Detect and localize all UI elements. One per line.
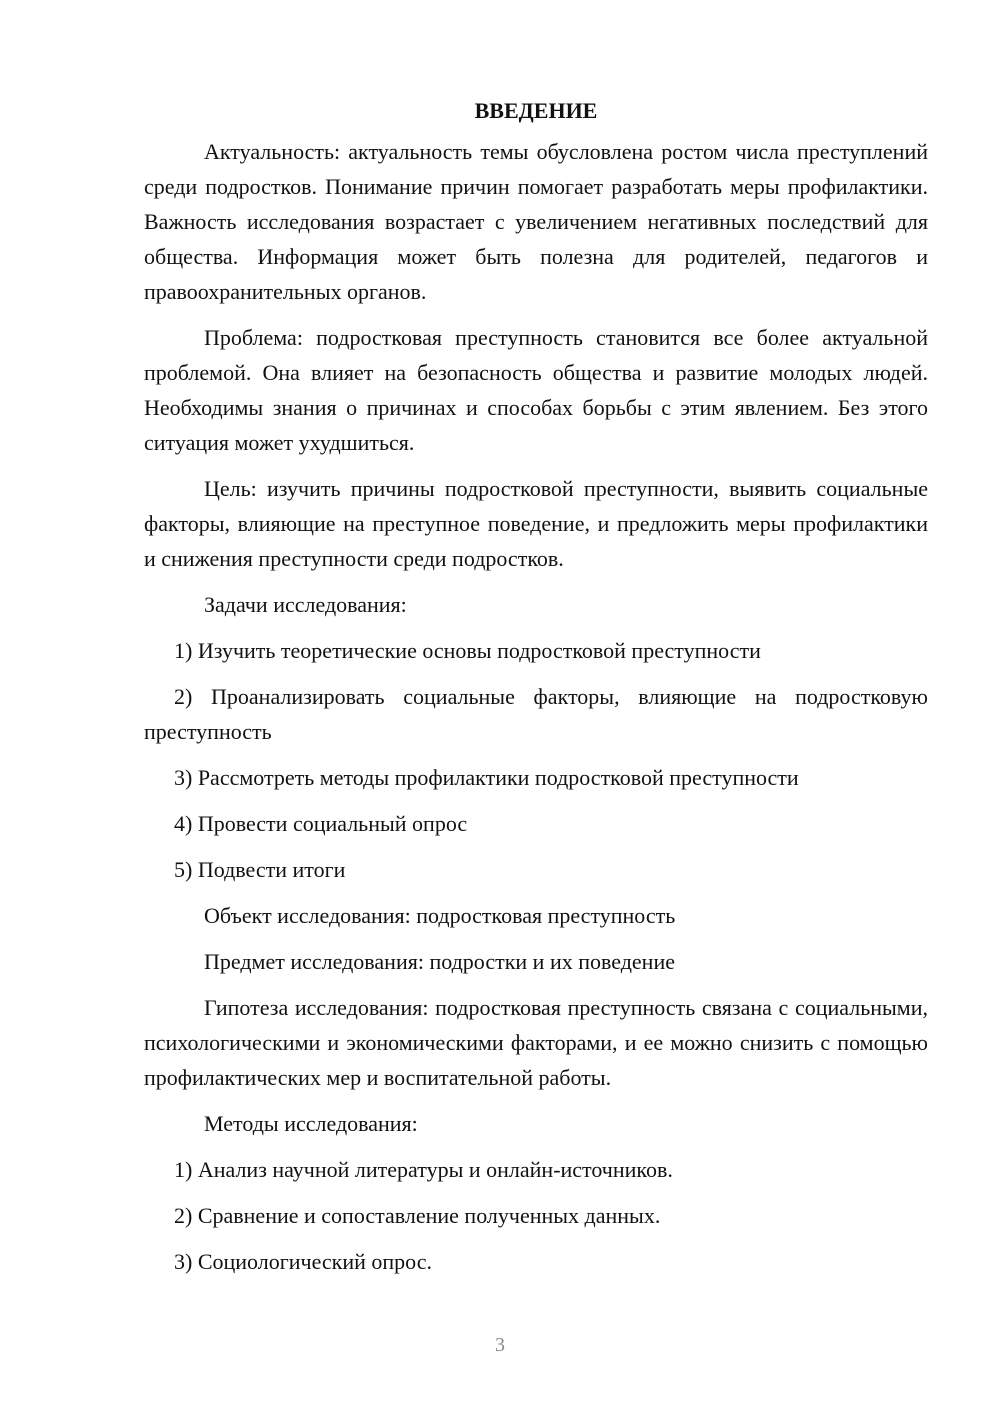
page-number: 3 <box>495 1334 505 1356</box>
tasks-heading: Задачи исследования: <box>204 592 407 617</box>
hypothesis-paragraph: Гипотеза исследования: подростковая преступность связана с социальными, психологическими и экономическими факторами, и ее можно снизить с помощью профилактических мер и воспитательной работы. <box>144 995 928 1090</box>
methods-heading: Методы исследования: <box>204 1111 418 1136</box>
subject-line: Предмет исследования: подростки и их поведение <box>204 949 675 974</box>
document-page <box>144 94 928 1290</box>
method-item-2: 2) Сравнение и сопоставление полученных данных. <box>174 1203 661 1228</box>
task-item-3: 3) Рассмотреть методы профилактики подростковой преступности <box>174 765 799 790</box>
task-item-5: 5) Подвести итоги <box>174 857 346 882</box>
relevance-paragraph: Актуальность: актуальность темы обусловлена ростом числа преступлений среди подростков. Понимание причин помогает разработать меры профилактики. Важность исследования возрастает с увеличением негативных последствий для общества. Информация может быть полезна для родителей, педагогов и правоохранительных органов. <box>144 139 928 304</box>
problem-paragraph: Проблема: подростковая преступность становится все более актуальной проблемой. Она влияет на безопасность общества и развитие молодых людей. Необходимы знания о причинах и способах борьбы с этим явлением. Без этого ситуация может ухудшиться. <box>144 325 928 455</box>
object-line: Объект исследования: подростковая преступность <box>204 903 676 928</box>
method-item-3: 3) Социологический опрос. <box>174 1249 432 1274</box>
section-title: ВВЕДЕНИЕ <box>474 98 598 123</box>
goal-paragraph: Цель: изучить причины подростковой преступности, выявить социальные факторы, влияющие на преступное поведение, и предложить меры профилактики и снижения преступности среди подростков. <box>144 476 928 571</box>
task-item-4: 4) Провести социальный опрос <box>174 811 468 836</box>
task-item-2: 2) Проанализировать социальные факторы, влияющие на подростковую преступность <box>144 684 928 744</box>
method-item-1: 1) Анализ научной литературы и онлайн-источников. <box>174 1157 673 1182</box>
task-item-1: 1) Изучить теоретические основы подростковой преступности <box>174 638 761 663</box>
